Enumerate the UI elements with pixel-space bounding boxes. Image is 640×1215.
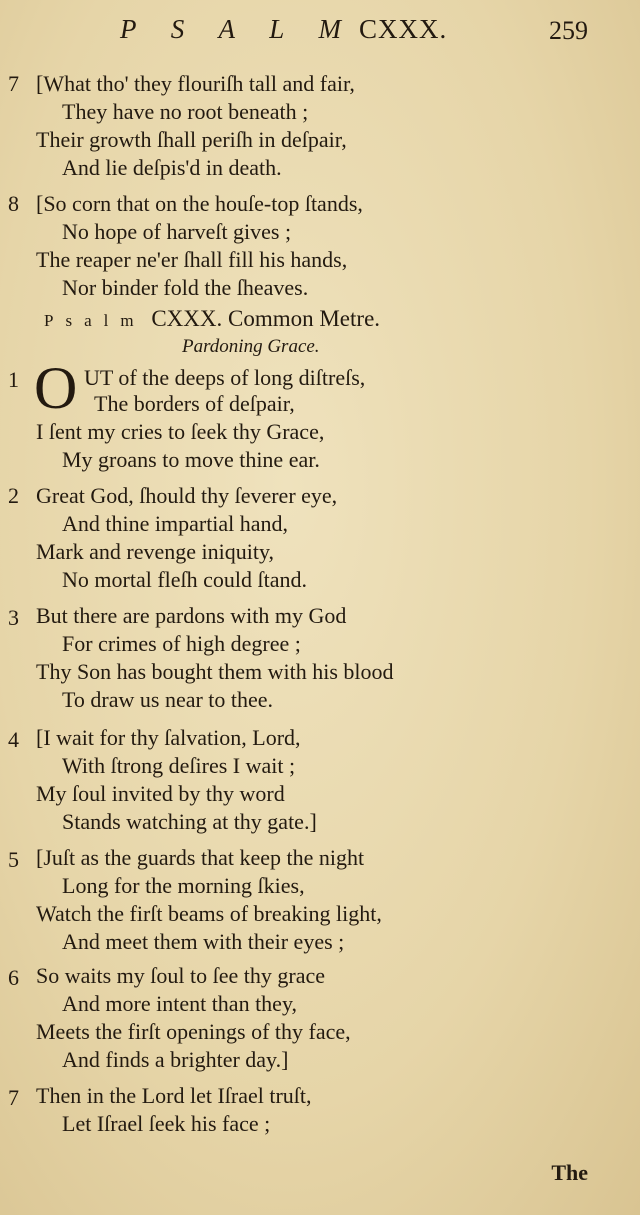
page-number: 259 (549, 16, 588, 45)
psalm-heading-metre: Common Metre. (227, 306, 381, 331)
verse-number: 3 (8, 605, 19, 630)
running-title: P S A L M CXXX. (120, 14, 448, 44)
verse-number: 6 (8, 965, 19, 990)
verse-line: So waits my ſoul to ſee thy grace (36, 963, 325, 988)
verse-line: Their growth ſhall periſh in deſpair, (36, 127, 347, 152)
verse-line: And finds a brighter day.] (62, 1047, 289, 1072)
verse-line: Meets the firſt openings of thy face, (36, 1019, 351, 1044)
verse-line: Let Iſrael ſeek his face ; (62, 1111, 271, 1136)
verse-number: 4 (8, 727, 19, 752)
verse-line: And meet them with their eyes ; (62, 929, 345, 954)
running-head (0, 12, 640, 52)
verse-line: To draw us near to thee. (62, 687, 274, 712)
catchword: The (551, 1160, 588, 1185)
verse-line: But there are pardons with my God (36, 603, 347, 628)
verse-line: [I wait for thy ſalvation, Lord, (36, 725, 301, 750)
verse-line: Mark and revenge iniquity, (36, 539, 275, 564)
verse-line: My ſoul invited by thy word (36, 781, 285, 806)
verse-line: Stands watching at thy gate.] (62, 809, 317, 834)
verse-line: I ſent my cries to ſeek thy Grace, (36, 419, 325, 444)
verse-line: Thy Son has bought them with his blood (36, 659, 394, 684)
verse-line: The borders of deſpair, (94, 391, 295, 416)
verse-line: And lie deſpis'd in death. (62, 155, 282, 180)
verse-line: The reaper ne'er ſhall fill his hands, (36, 247, 348, 272)
verse-line: My groans to move thine ear. (62, 447, 320, 472)
verse-number: 2 (8, 483, 19, 508)
verse-line: Great God, ſhould thy ſeverer eye, (36, 483, 338, 508)
verse-line: And thine impartial hand, (62, 511, 289, 536)
psalm-subtitle: Pardoning Grace. (182, 336, 320, 357)
psalm-heading-number: CXXX. (151, 306, 223, 331)
verse-number: 7 (8, 1085, 19, 1110)
verse-line: Watch the firſt beams of breaking light, (36, 901, 382, 926)
verse-number: 1 (8, 367, 19, 392)
verse-line: [Juſt as the guards that keep the night (36, 845, 365, 870)
psalm-heading-word: Psalm (44, 311, 146, 330)
verse-number: 7 (8, 71, 19, 96)
verse-line: They have no root beneath ; (62, 99, 309, 124)
verse-line: Nor binder fold the ſheaves. (62, 275, 309, 300)
verse-line: With ſtrong deſires I wait ; (62, 753, 296, 778)
verse-line: Long for the morning ſkies, (62, 873, 305, 898)
verse-number: 5 (8, 847, 19, 872)
psalm-heading (44, 306, 380, 332)
drop-cap: O (34, 355, 78, 421)
verse-line: And more intent than they, (62, 991, 298, 1016)
verse-line: UT of the deeps of long diſtreſs, (84, 365, 366, 390)
verse-line: For crimes of high degree ; (62, 631, 301, 656)
verse-line: [What tho' they flouriſh tall and fair, (36, 71, 355, 96)
verse-line: No mortal fleſh could ſtand. (62, 567, 307, 592)
verse-number: 8 (8, 191, 19, 216)
verse-line: Then in the Lord let Iſrael truſt, (36, 1083, 312, 1108)
verse-line: [So corn that on the houſe-top ſtands, (36, 191, 363, 216)
verse-line: No hope of harveſt gives ; (62, 219, 292, 244)
running-psalm-number: CXXX. (359, 14, 448, 44)
